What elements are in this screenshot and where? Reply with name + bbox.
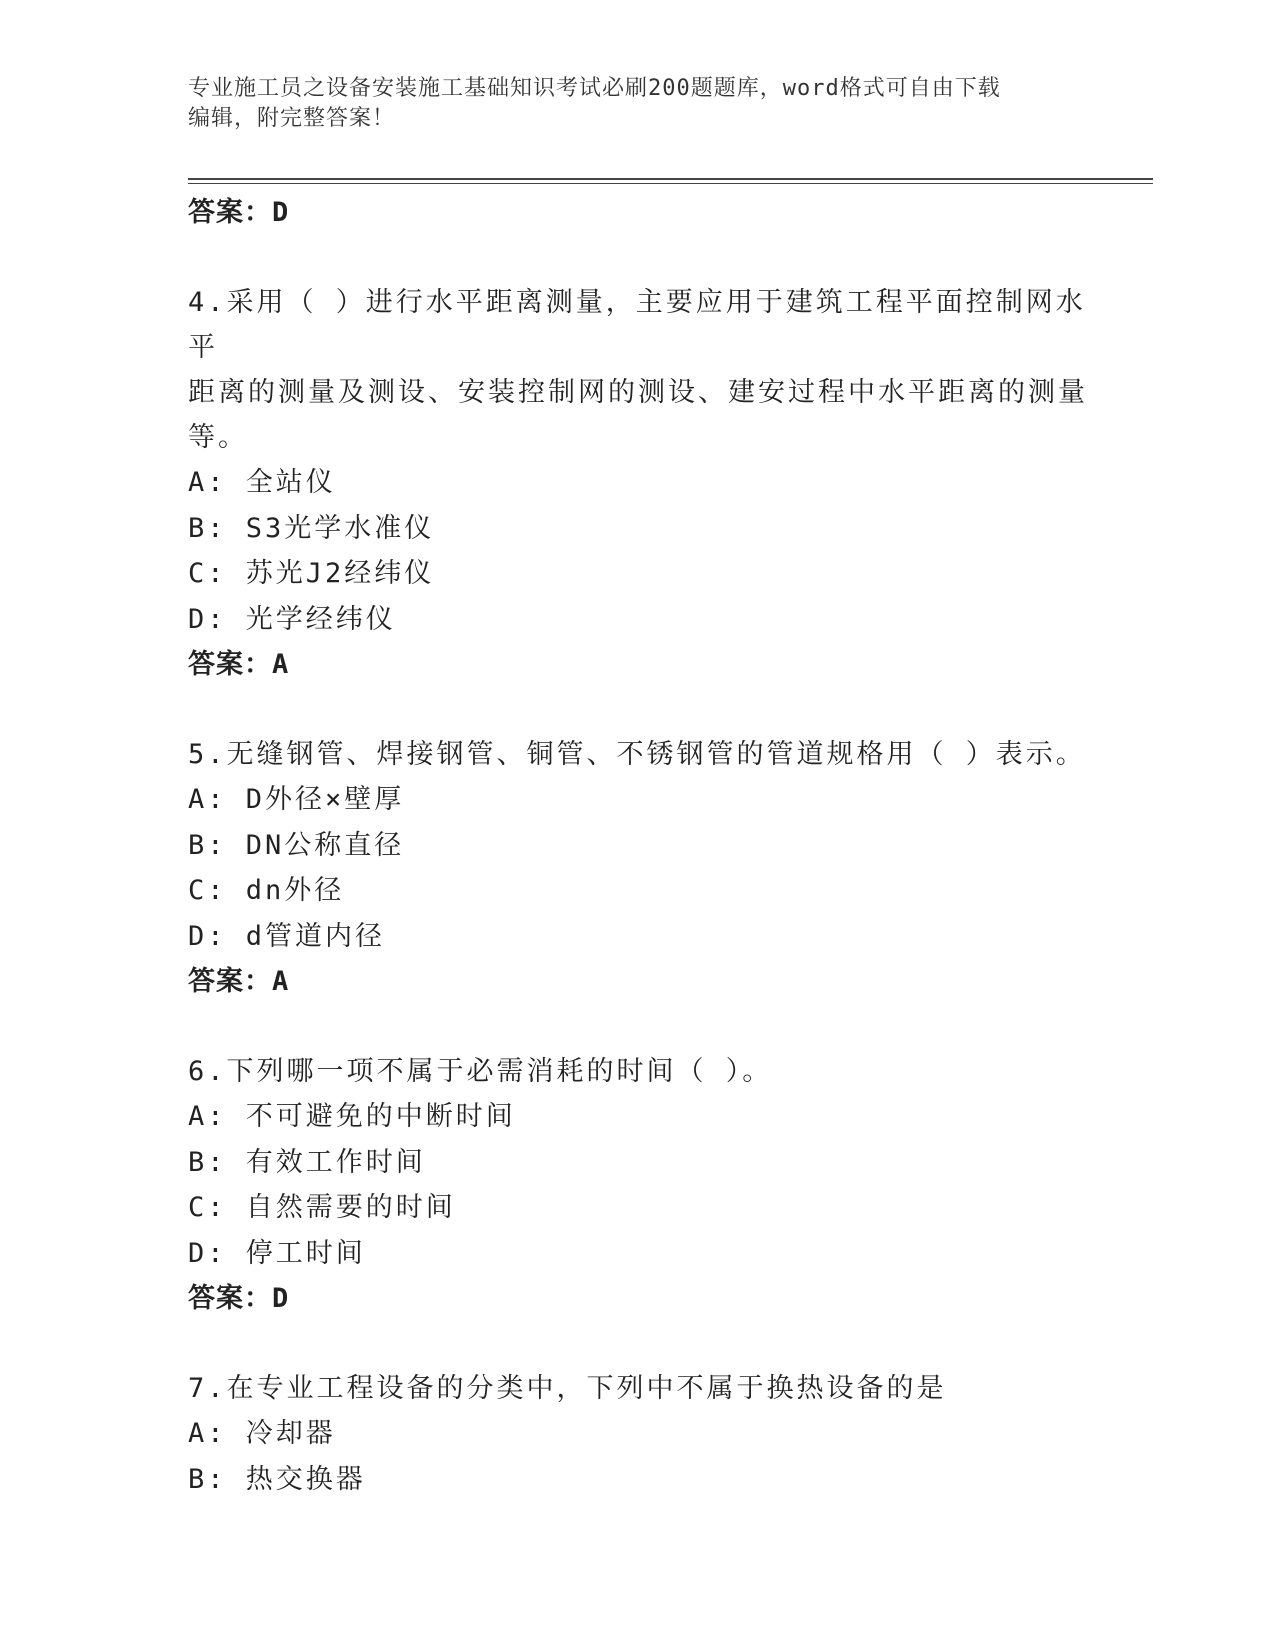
header-title-line-2: 编辑，附完整答案！: [188, 106, 396, 131]
answer-line: 答案：A: [188, 649, 290, 680]
header-rule-thick: [188, 178, 1153, 180]
answer-line: 答案：A: [188, 966, 290, 997]
option-b: B: DN公称直径: [188, 829, 405, 861]
header-rule-thin: [188, 183, 1153, 184]
question-gap: [188, 1322, 1088, 1366]
option-a: A: D外径×壁厚: [188, 784, 405, 815]
option-c: C: 苏光J2经纬仪: [188, 558, 435, 589]
option-d: D: 停工时间: [188, 1237, 366, 1269]
header-title-line-1: 专业施工员之设备安装施工基础知识考试必刷200题题库，word格式可自由下载: [188, 76, 1001, 101]
option-c: C: dn外径: [188, 875, 345, 906]
answer-line: 答案：D: [188, 197, 290, 228]
option-a: A: 不可避免的中断时间: [188, 1101, 516, 1132]
question-gap: [188, 688, 1088, 732]
question-text: 距离的测量及测设、安装控制网的测设、建安过程中水平距离的测量: [188, 377, 1088, 408]
question-block: [188, 1366, 1088, 1502]
option-d: D: 光学经纬仪: [188, 603, 396, 635]
option-b: B: S3光学水准仪: [188, 512, 435, 544]
option-b: B: 热交换器: [188, 1463, 366, 1495]
question-gap: [188, 1005, 1088, 1049]
question-text: 5.无缝钢管、焊接钢管、铜管、不锈钢管的管道规格用（ ）表示。: [188, 739, 1086, 770]
question-text: 6.下列哪一项不属于必需消耗的时间（ ）。: [188, 1056, 773, 1087]
question-text: 等。: [188, 422, 248, 453]
option-a: A: 全站仪: [188, 467, 336, 498]
question-block: [188, 732, 1088, 1005]
answer-line: 答案：D: [188, 1283, 290, 1314]
question-gap: [188, 236, 1088, 280]
option-d: D: d管道内径: [188, 920, 386, 952]
option-a: A: 冷却器: [188, 1418, 336, 1449]
document-header: [188, 74, 1068, 134]
option-b: B: 有效工作时间: [188, 1146, 426, 1178]
question-block: [188, 1049, 1088, 1322]
option-c: C: 自然需要的时间: [188, 1192, 456, 1223]
question-text: 4.采用（ ）进行水平距离测量，主要应用于建筑工程平面控制网水平: [188, 287, 1086, 363]
question-list: [188, 190, 1088, 1502]
question-block: [188, 280, 1088, 688]
question-text: 7.在专业工程设备的分类中，下列中不属于换热设备的是: [188, 1373, 947, 1404]
